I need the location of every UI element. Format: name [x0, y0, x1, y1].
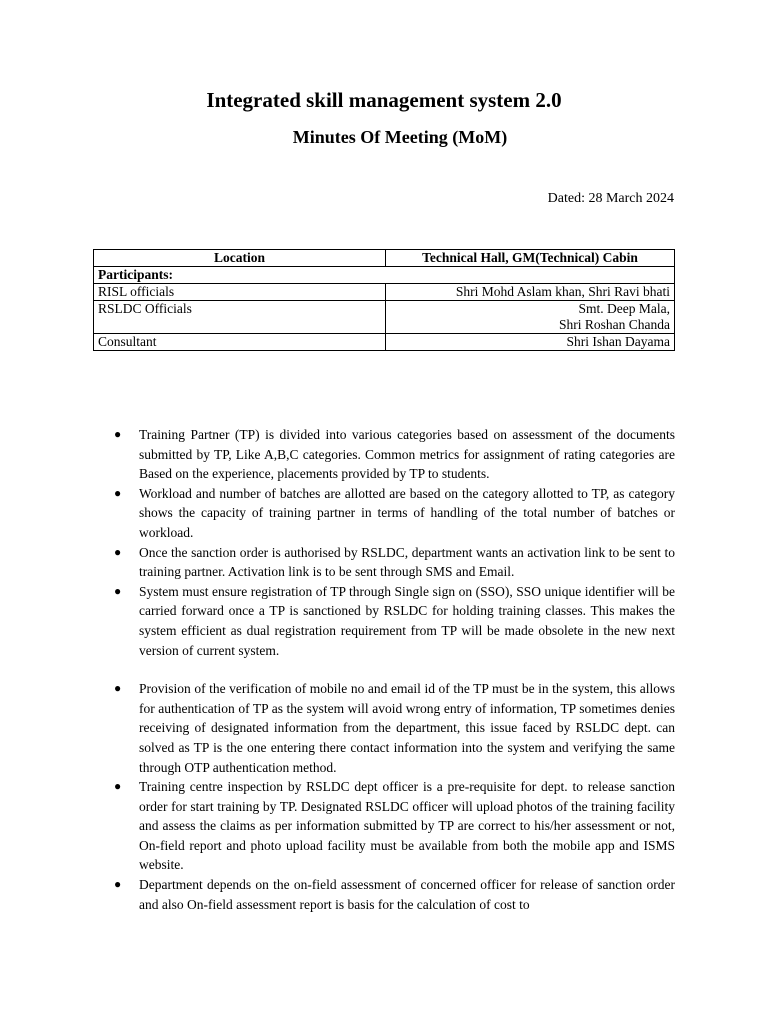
bullet-icon: ●: [114, 544, 122, 559]
bullet-icon: ●: [114, 485, 122, 500]
participant-role: Consultant: [94, 334, 386, 351]
table-row: [94, 301, 675, 334]
participant-role: RISL officials: [94, 284, 386, 301]
meeting-date: Dated: 28 March 2024: [547, 191, 674, 206]
minutes-points-list: [95, 425, 675, 914]
participants-label: Participants:: [94, 267, 675, 284]
document-title: Integrated skill management system 2.0: [206, 88, 562, 112]
list-item: ● System must ensure registration of TP through Single sign on (SSO), SSO unique identifier will be carried forward once a TP is sanctioned by RSLDC for holding training classes. This makes the system efficient as dual registration requirement from TP will be made obsolete in the new next version of current system.: [114, 583, 675, 658]
table-row: [94, 284, 675, 301]
document-subtitle: Minutes Of Meeting (MoM): [292, 127, 508, 147]
bullet-icon: ●: [114, 877, 122, 892]
list-item: ● Workload and number of batches are allotted are based on the category allotted to TP, as category shows the capacity of training partner in terms of handling of the total number of batches or workload.: [114, 485, 675, 540]
bullet-icon: ●: [114, 427, 122, 441]
participants-row: [94, 267, 675, 284]
table-header-row: [94, 250, 675, 267]
participant-names: Smt. Deep Mala, Shri Roshan Chanda: [386, 301, 675, 334]
location-label: Location: [94, 250, 386, 267]
list-item: ● Department depends on the on-field assessment of concerned officer for release of sanction order and also On-field assessment report is basis for the calculation of cost to: [114, 877, 675, 912]
table-row: [94, 334, 675, 351]
bullet-icon: ●: [114, 779, 122, 794]
participant-names: Shri Ishan Dayama: [386, 334, 675, 351]
bullet-icon: ●: [114, 583, 122, 598]
list-item: ● Training Partner (TP) is divided into various categories based on assessment of the documents submitted by TP, Like A,B,C categories. Common metrics for assignment of rating categories are Based on the experience, placements provided by TP to students.: [114, 427, 675, 482]
meeting-info-table: [93, 249, 675, 351]
bullet-icon: ●: [114, 681, 122, 696]
participant-names: Shri Mohd Aslam khan, Shri Ravi bhati: [386, 284, 675, 301]
list-item: ● Provision of the verification of mobile no and email id of the TP must be in the system, this allows for authentication of TP as the system will avoid wrong entry of information, TP sometimes denies receiving of designated information from the department, this issue faced by RSLDC dept. can solved as TP is the one entering there contact information into the system and verifying the same through OTP authentication method.: [114, 681, 675, 775]
list-item: ● Training centre inspection by RSLDC dept officer is a pre-requisite for dept. to release sanction order for start training by TP. Designated RSLDC officer will upload photos of the training facility and assess the claims as per information submitted by TP are correct to his/her assessment or not, On-field report and photo upload facility must be available from both the mobile app and ISMS website.: [114, 779, 675, 873]
participant-role: RSLDC Officials: [94, 301, 386, 334]
location-value: Technical Hall, GM(Technical) Cabin: [386, 250, 675, 267]
list-item: ● Once the sanction order is authorised by RSLDC, department wants an activation link to be sent to training partner. Activation link is to be sent through SMS and Email.: [114, 544, 675, 580]
